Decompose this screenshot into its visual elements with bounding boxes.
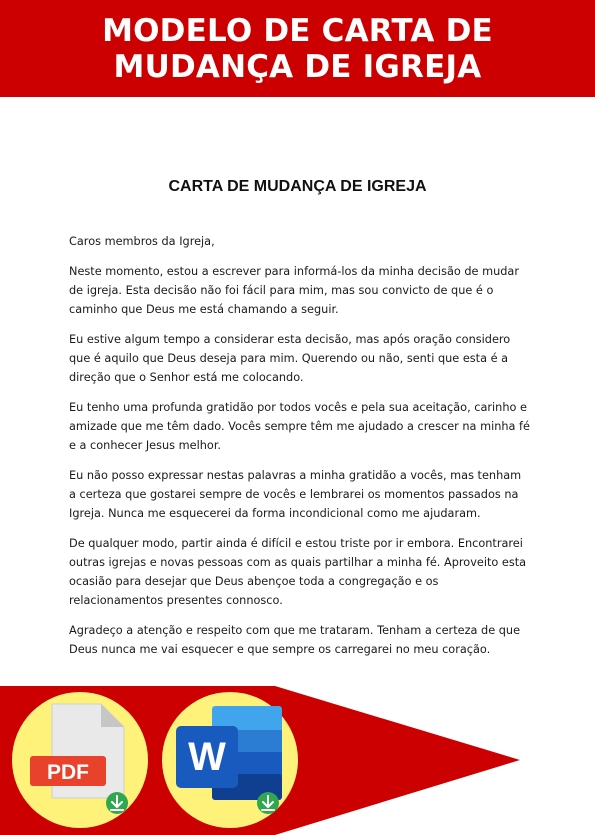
word-download-button[interactable]: [162, 692, 298, 828]
header-banner: [0, 0, 595, 97]
letter-title: CARTA DE MUDANÇA DE IGREJA: [168, 178, 427, 195]
page-title: MODELO DE CARTA DE MUDANÇA DE IGREJA: [102, 12, 493, 85]
letter-paragraph: Eu tenho uma profunda gratidão por todos vocês e pela sua aceitação, carinho e amizade que me têm dado. Vocês sempre têm me ajudado a crescer na minha fé e a conhecer Jesus melhor.: [69, 401, 530, 452]
letter-paragraph: Caros membros da Igreja,: [69, 235, 215, 248]
download-banner-graphic: [0, 686, 595, 835]
download-banner: [0, 686, 595, 835]
download-icon: [257, 792, 279, 814]
letter-paragraph: Neste momento, estou a escrever para informá-los da minha decisão de mudar de igreja. Esta decisão não foi fácil para mim, mas sou convicto de que é o caminho que Deus me está chamando a seguir.: [69, 265, 519, 316]
letter-paragraph: Eu não posso expressar nestas palavras a minha gratidão a vocês, mas tenham a certeza que gostarei sempre de vocês e lembrarei os momentos passados na Igreja. Nunca me esquecerei da forma incondicional como me ajudaram.: [69, 469, 522, 520]
word-label: W: [188, 735, 226, 779]
pdf-download-button[interactable]: [12, 692, 148, 828]
download-icon: [106, 792, 128, 814]
letter-paragraph: Agradeço a atenção e respeito com que me trataram. Tenham a certeza de que Deus nunca me vai esquecer e que sempre os carregarei no meu coração.: [69, 624, 521, 656]
letter-paragraph: Eu estive algum tempo a considerar esta decisão, mas após oração considero que é aquilo que Deus deseja para mim. Querendo ou não, senti que esta é a direção que o Senhor está me colocando.: [69, 333, 511, 384]
pdf-label: PDF: [47, 761, 89, 784]
letter-paragraph: De qualquer modo, partir ainda é difícil e estou triste por ir embora. Encontrarei outras igrejas e novas pessoas com as quais partilhar a minha fé. Aproveito esta ocasião para desejar que Deus abençoe toda a congregação e os relacionamentos presentes connosco.: [69, 537, 527, 607]
letter-body: [69, 232, 531, 670]
